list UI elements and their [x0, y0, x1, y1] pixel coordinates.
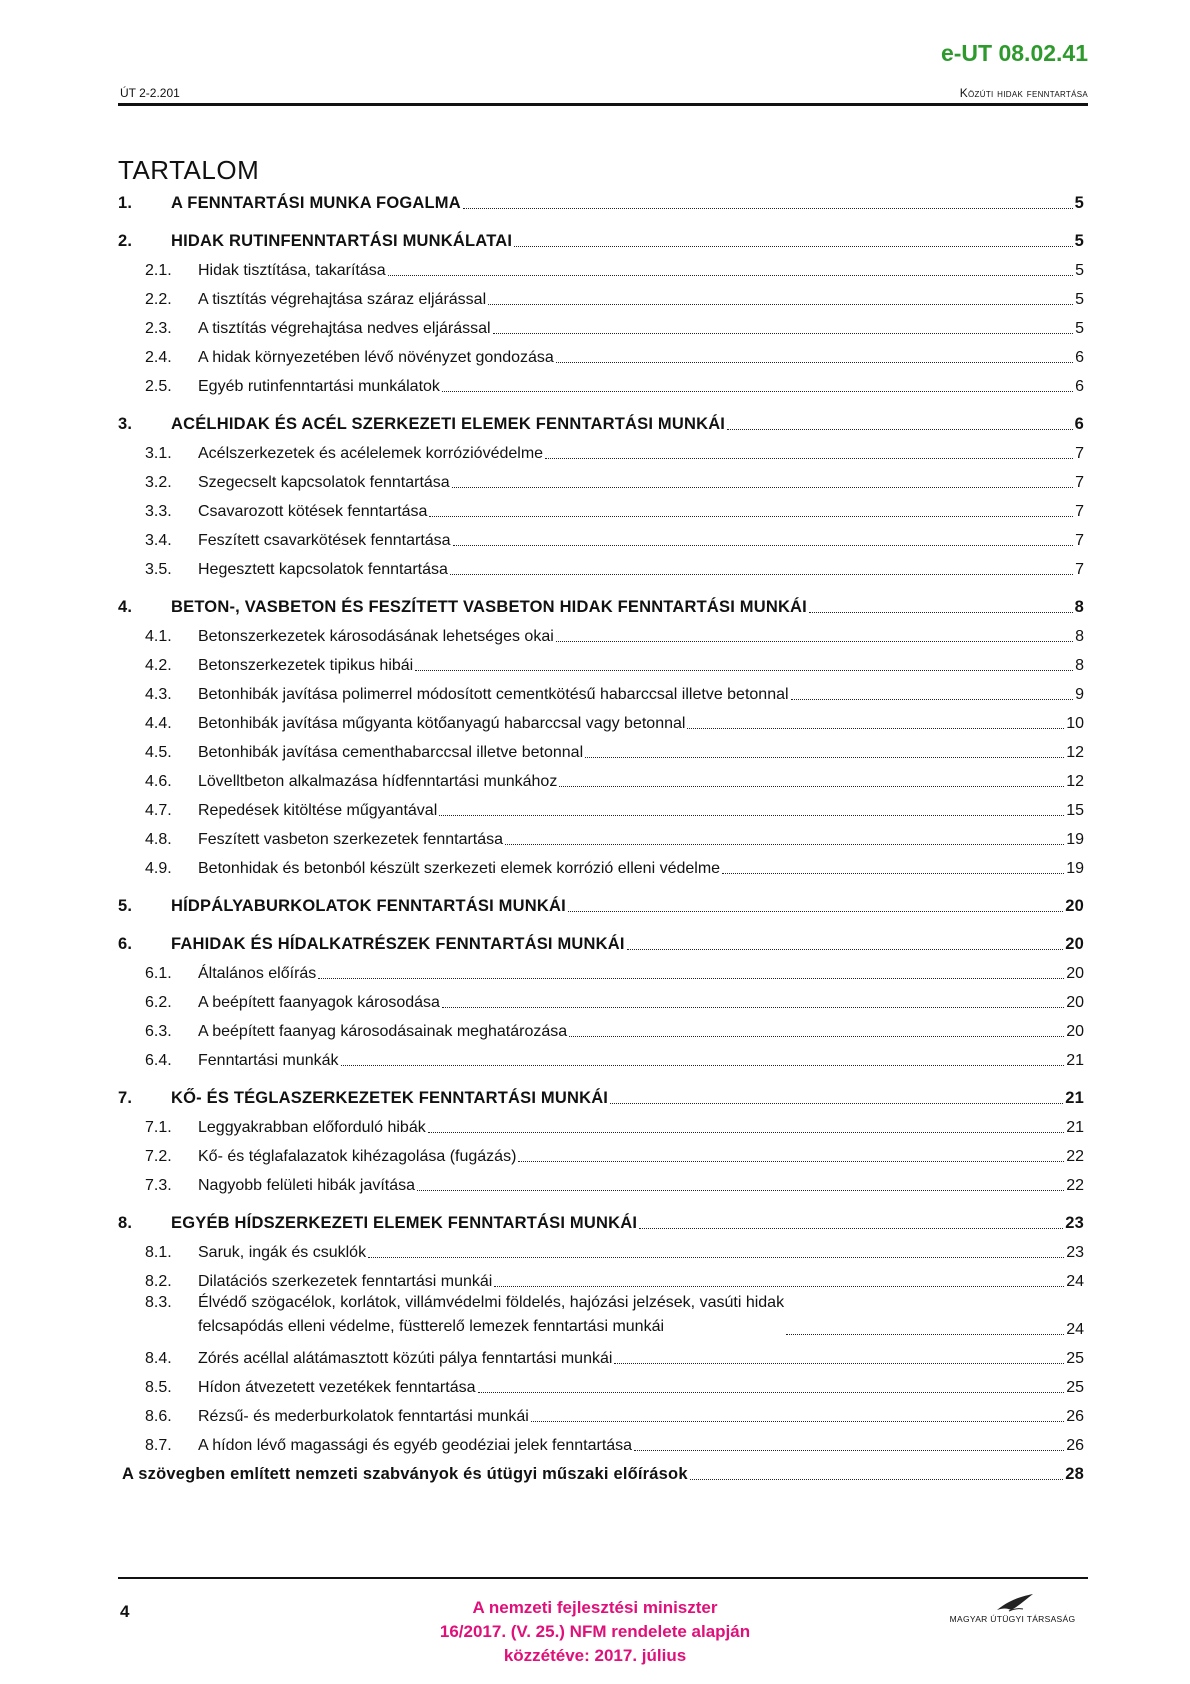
toc-leader — [388, 275, 1073, 276]
toc-entry-title: A hidak környezetében lévő növényzet gondozása — [198, 349, 554, 366]
toc-entry-page: 28 — [1065, 1465, 1084, 1483]
toc-leader — [368, 1257, 1064, 1258]
toc-entry-number: 7.2. — [145, 1148, 172, 1165]
toc-leader — [727, 429, 1073, 430]
toc-entry-title: Hegesztett kapcsolatok fenntartása — [198, 561, 448, 578]
toc-entry-page: 10 — [1066, 715, 1084, 732]
toc-entry-page: 20 — [1066, 994, 1084, 1011]
footer-line-2: 16/2017. (V. 25.) NFM rendelete alapján — [439, 1622, 751, 1641]
footer-line-1: A nemzeti fejlesztési miniszter — [472, 1598, 718, 1617]
toc-entry-number: 8.4. — [145, 1350, 172, 1367]
toc-entry-page: 12 — [1066, 744, 1084, 761]
toc-entry-number: 4.7. — [145, 802, 172, 819]
toc-leader — [614, 1363, 1064, 1364]
toc-entry[interactable] — [118, 310, 1084, 339]
toc-entry-number: 8.5. — [145, 1379, 172, 1396]
toc-leader — [585, 757, 1064, 758]
toc-entry[interactable] — [118, 618, 1084, 647]
toc-entry[interactable] — [118, 763, 1084, 792]
toc-entry-number: 2.1. — [145, 262, 172, 279]
toc-entry-page: 25 — [1066, 1379, 1084, 1396]
toc-entry-title: Acélszerkezetek és acélelemek korrózióvédelme — [198, 445, 544, 462]
toc-entry-page: 19 — [1066, 860, 1084, 877]
toc-entry-page: 19 — [1066, 831, 1084, 848]
toc-entry-title: A tisztítás végrehajtása száraz eljárással — [198, 291, 487, 308]
toc-entry-title: Egyéb rutinfenntartási munkálatok — [198, 378, 440, 395]
toc-leader — [518, 1161, 1064, 1162]
toc-entry-number: 2.3. — [145, 320, 172, 337]
toc-entry[interactable] — [118, 676, 1084, 705]
toc-leader — [569, 1036, 1064, 1037]
toc-leader — [439, 815, 1064, 816]
toc-entry-number: 8.3. — [145, 1294, 172, 1311]
toc-entry-title: HÍDPÁLYABURKOLATOK FENNTARTÁSI MUNKÁI — [171, 897, 566, 915]
toc-entry-page: 21 — [1066, 1119, 1084, 1136]
toc-entry[interactable] — [118, 879, 1084, 917]
toc-leader — [531, 1421, 1064, 1422]
toc-entry-number: 4.2. — [145, 657, 172, 674]
toc-entry-title: Dilatációs szerkezetek fenntartási munkái — [198, 1273, 493, 1290]
toc-entry[interactable] — [118, 1138, 1084, 1167]
toc-entry-page: 25 — [1066, 1350, 1084, 1367]
toc-entry-page: 22 — [1066, 1148, 1084, 1165]
toc-leader — [545, 458, 1073, 459]
toc-entry-number: 4.8. — [145, 831, 172, 848]
toc-entry[interactable] — [118, 522, 1084, 551]
bird-icon — [995, 1592, 1035, 1614]
toc-entry[interactable] — [118, 1167, 1084, 1196]
toc-entry-number: 3.2. — [145, 474, 172, 491]
toc-entry-page: 5 — [1074, 194, 1084, 212]
toc-entry-title-line1: Élvédő szögacélok, korlátok, villámvédelmi földelés, hajózási jelzések, vasúti hidak — [198, 1294, 785, 1311]
toc-entry[interactable] — [118, 493, 1084, 522]
toc-entry-title: Zórés acéllal alátámasztott közúti pálya fenntartási munkái — [198, 1350, 613, 1367]
toc-entry-page: 15 — [1066, 802, 1084, 819]
toc-entry-page: 7 — [1075, 561, 1084, 578]
toc-entry-number: 4.3. — [145, 686, 172, 703]
toc-entry-page: 9 — [1075, 686, 1084, 703]
toc-entry[interactable] — [118, 1456, 1084, 1485]
toc-leader — [415, 670, 1073, 671]
header-rule — [118, 103, 1088, 106]
toc-entry-title — [198, 1291, 784, 1340]
toc-entry-title: Hidak tisztítása, takarítása — [198, 262, 386, 279]
toc-leader — [556, 362, 1073, 363]
footer-rule — [118, 1577, 1088, 1579]
toc-entry-number: 4.6. — [145, 773, 172, 790]
toc-entry-page: 7 — [1075, 532, 1084, 549]
toc-entry[interactable] — [118, 397, 1084, 435]
toc-entry-number: 7. — [118, 1089, 133, 1107]
toc-leader — [690, 1479, 1064, 1480]
toc-entry[interactable] — [118, 955, 1084, 984]
toc-entry-page: 7 — [1075, 445, 1084, 462]
toc-entry-number: 4.9. — [145, 860, 172, 877]
toc-entry-number: 2.4. — [145, 349, 172, 366]
toc-entry-title: Hídon átvezetett vezetékek fenntartása — [198, 1379, 476, 1396]
toc-entry-title: HIDAK RUTINFENNTARTÁSI MUNKÁLATAI — [171, 232, 513, 250]
toc-entry[interactable] — [118, 984, 1084, 1013]
toc-leader — [568, 911, 1063, 912]
toc-entry-page: 5 — [1074, 232, 1084, 250]
toc-entry-number: 2. — [118, 232, 133, 250]
toc-entry-page: 20 — [1066, 965, 1084, 982]
toc-leader — [514, 246, 1072, 247]
toc-entry-page: 24 — [1066, 1273, 1084, 1290]
toc-entry-number: 2.2. — [145, 291, 172, 308]
toc-entry-title: FAHIDAK ÉS HÍDALKATRÉSZEK FENNTARTÁSI MUNKÁI — [171, 935, 625, 953]
toc-leader — [627, 949, 1064, 950]
toc-entry-number: 8.2. — [145, 1273, 172, 1290]
toc-entry[interactable] — [118, 850, 1084, 879]
toc-entry-title: A szövegben említett nemzeti szabványok és útügyi műszaki előírások — [122, 1465, 688, 1483]
toc-leader — [478, 1392, 1065, 1393]
toc-entry-title: Saruk, ingák és csuklók — [198, 1244, 367, 1261]
toc-leader — [429, 516, 1073, 517]
toc-entry-title: KŐ- ÉS TÉGLASZERKEZETEK FENNTARTÁSI MUNKÁI — [171, 1089, 609, 1107]
toc-leader — [450, 574, 1073, 575]
toc-entry-number: 8.6. — [145, 1408, 172, 1425]
page-number: 4 — [120, 1602, 130, 1621]
toc-entry-number: 6.1. — [145, 965, 172, 982]
toc-leader — [687, 728, 1064, 729]
toc-entry-page: 23 — [1065, 1214, 1084, 1232]
toc-leader — [318, 978, 1064, 979]
toc-entry-page: 7 — [1075, 503, 1084, 520]
toc-leader — [494, 1286, 1064, 1287]
toc-entry-number: 6. — [118, 935, 133, 953]
logo-text: MAGYAR ÚTÜGYI TÁRSASÁG — [949, 1614, 1076, 1624]
toc-entry-number: 8.1. — [145, 1244, 172, 1261]
toc-leader — [809, 612, 1073, 613]
toc-leader — [722, 873, 1064, 874]
toc-entry-title: A beépített faanyagok károsodása — [198, 994, 440, 1011]
toc-entry-title: Betonhibák javítása cementhabarccsal illetve betonnal — [198, 744, 584, 761]
toc-entry[interactable] — [118, 1398, 1084, 1427]
toc-leader — [453, 545, 1074, 546]
toc-entry-number: 1. — [118, 194, 133, 212]
toc-entry-title: BETON-, VASBETON ÉS FESZÍTETT VASBETON HIDAK FENNTARTÁSI MUNKÁI — [171, 598, 807, 616]
toc-leader — [610, 1103, 1063, 1104]
toc-entry-title: Betonhibák javítása műgyanta kötőanyagú habarccsal vagy betonnal — [198, 715, 686, 732]
toc-entry-page: 8 — [1075, 628, 1084, 645]
toc-entry[interactable] — [118, 821, 1084, 850]
toc-entry-number: 3.1. — [145, 445, 172, 462]
toc-entry-page: 21 — [1065, 1089, 1084, 1107]
toc-leader — [493, 333, 1073, 334]
toc-entry-page: 6 — [1075, 378, 1084, 395]
toc-entry[interactable] — [118, 1369, 1084, 1398]
header-left: ÚT 2-2.201 — [120, 86, 180, 100]
toc-entry-page: 22 — [1066, 1177, 1084, 1194]
header-right: Közúti hidak fenntartása — [959, 86, 1088, 100]
toc-leader — [442, 1007, 1064, 1008]
toc-entry-title: Általános előírás — [198, 965, 317, 982]
toc-leader — [463, 208, 1073, 209]
toc-entry-title: ACÉLHIDAK ÉS ACÉL SZERKEZETI ELEMEK FENNTARTÁSI MUNKÁI — [171, 415, 726, 433]
toc-entry[interactable] — [118, 792, 1084, 821]
toc-entry-number: 4.5. — [145, 744, 172, 761]
toc-entry-number: 6.2. — [145, 994, 172, 1011]
toc-leader — [786, 1334, 1064, 1335]
toc-entry-page: 20 — [1065, 935, 1084, 953]
toc-entry-title: A hídon lévő magassági és egyéb geodéziai jelek fenntartása — [198, 1437, 633, 1454]
toc-entry-page: 7 — [1075, 474, 1084, 491]
toc-entry-title: Feszített vasbeton szerkezetek fenntartása — [198, 831, 504, 848]
toc-leader — [442, 391, 1073, 392]
toc-leader — [559, 786, 1064, 787]
toc-entry-title: Rézsű- és mederburkolatok fenntartási munkái — [198, 1408, 529, 1425]
toc-entry-title: Betonhibák javítása polimerrel módosított cementkötésű habarccsal illetve betonnal — [198, 686, 789, 703]
toc-entry-page: 6 — [1074, 415, 1084, 433]
toc-leader — [634, 1450, 1064, 1451]
toc-entry-title: EGYÉB HÍDSZERKEZETI ELEMEK FENNTARTÁSI MUNKÁI — [171, 1214, 638, 1232]
toc-entry[interactable] — [118, 1427, 1084, 1456]
toc-entry[interactable] — [118, 734, 1084, 763]
toc-entry[interactable] — [118, 281, 1084, 310]
toc-entry[interactable] — [118, 580, 1084, 618]
toc-entry-number: 8.7. — [145, 1437, 172, 1454]
toc-entry-page: 8 — [1074, 598, 1084, 616]
toc-entry-page: 5 — [1075, 262, 1084, 279]
toc-entry[interactable] — [118, 1292, 1084, 1340]
toc-entry-page: 24 — [1066, 1321, 1084, 1338]
toc-leader — [488, 304, 1073, 305]
toc-entry[interactable] — [118, 1109, 1084, 1138]
toc-entry-page: 23 — [1066, 1244, 1084, 1261]
toc-entry-page: 20 — [1066, 1023, 1084, 1040]
toc-leader — [428, 1132, 1064, 1133]
toc-entry-number: 6.3. — [145, 1023, 172, 1040]
toc-entry-title: Csavarozott kötések fenntartása — [198, 503, 428, 520]
toc-entry-title: Betonhidak és betonból készült szerkezeti elemek korrózió elleni védelme — [198, 860, 721, 877]
toc-title: TARTALOM — [118, 155, 260, 185]
toc-entry[interactable] — [118, 1013, 1084, 1042]
document-code: e-UT 08.02.41 — [940, 40, 1088, 66]
toc-entry[interactable] — [118, 1196, 1084, 1234]
toc-entry-number: 4.4. — [145, 715, 172, 732]
toc-entry[interactable] — [118, 214, 1084, 252]
toc-entry[interactable] — [118, 368, 1084, 397]
toc-entry-number: 7.1. — [145, 1119, 172, 1136]
toc-entry-title: Lövelltbeton alkalmazása hídfenntartási munkához — [198, 773, 558, 790]
toc-leader — [556, 641, 1073, 642]
toc-entry[interactable] — [118, 339, 1084, 368]
table-of-contents — [118, 196, 1084, 1485]
toc-entry-title: A tisztítás végrehajtása nedves eljárással — [198, 320, 491, 337]
toc-leader — [639, 1228, 1063, 1229]
toc-leader — [505, 844, 1064, 845]
toc-entry[interactable] — [118, 1340, 1084, 1369]
toc-leader — [452, 487, 1073, 488]
toc-entry-page: 20 — [1065, 897, 1084, 915]
toc-entry-title: A beépített faanyag károsodásainak meghatározása — [198, 1023, 568, 1040]
toc-entry-title: Kő- és téglafalazatok kihézagolása (fugázás) — [198, 1148, 517, 1165]
toc-entry-page: 5 — [1075, 291, 1084, 308]
toc-entry[interactable] — [118, 551, 1084, 580]
toc-entry-page: 5 — [1075, 320, 1084, 337]
toc-entry-number: 4. — [118, 598, 133, 616]
toc-entry-number: 3.4. — [145, 532, 172, 549]
toc-entry-title: A FENNTARTÁSI MUNKA FOGALMA — [171, 194, 461, 212]
toc-leader — [791, 699, 1074, 700]
toc-entry[interactable] — [118, 705, 1084, 734]
toc-entry-number: 3. — [118, 415, 133, 433]
toc-entry-page: 6 — [1075, 349, 1084, 366]
toc-entry-title: Fenntartási munkák — [198, 1052, 339, 1069]
toc-entry-title: Nagyobb felületi hibák javítása — [198, 1177, 416, 1194]
toc-entry-page: 26 — [1066, 1437, 1084, 1454]
toc-leader — [341, 1065, 1065, 1066]
toc-entry[interactable] — [118, 435, 1084, 464]
toc-entry-title: Leggyakrabban előforduló hibák — [198, 1119, 426, 1136]
publisher-logo — [935, 1592, 1090, 1632]
toc-entry-number: 5. — [118, 897, 133, 915]
toc-entry-number: 6.4. — [145, 1052, 172, 1069]
toc-entry-number: 8. — [118, 1214, 133, 1232]
toc-entry-title: Betonszerkezetek károsodásának lehetséges okai — [198, 628, 554, 645]
toc-entry-number: 3.5. — [145, 561, 172, 578]
toc-entry-number: 4.1. — [145, 628, 172, 645]
footer-line-3: közzétéve: 2017. július — [503, 1646, 687, 1665]
toc-entry[interactable] — [118, 252, 1084, 281]
toc-entry[interactable] — [118, 1234, 1084, 1263]
toc-entry[interactable] — [118, 196, 1084, 214]
toc-entry[interactable] — [118, 917, 1084, 955]
toc-entry[interactable] — [118, 1071, 1084, 1109]
toc-leader — [417, 1190, 1064, 1191]
toc-entry-number: 7.3. — [145, 1177, 172, 1194]
toc-entry-title: Betonszerkezetek tipikus hibái — [198, 657, 414, 674]
footer-notice — [335, 1596, 855, 1668]
toc-entry-page: 12 — [1066, 773, 1084, 790]
toc-entry-page: 8 — [1075, 657, 1084, 674]
toc-entry-page: 26 — [1066, 1408, 1084, 1425]
toc-entry[interactable] — [118, 647, 1084, 676]
toc-entry[interactable] — [118, 1042, 1084, 1071]
toc-entry-page: 21 — [1066, 1052, 1084, 1069]
toc-entry-title: Feszített csavarkötések fenntartása — [198, 532, 451, 549]
toc-entry-title: Repedések kitöltése műgyantával — [198, 802, 438, 819]
toc-entry[interactable] — [118, 1263, 1084, 1292]
toc-entry-title: Szegecselt kapcsolatok fenntartása — [198, 474, 450, 491]
toc-entry[interactable] — [118, 464, 1084, 493]
toc-entry-number: 3.3. — [145, 503, 172, 520]
toc-entry-title-line2: felcsapódás elleni védelme, füstterelő lemezek fenntartási munkái — [198, 1318, 665, 1335]
toc-entry-number: 2.5. — [145, 378, 172, 395]
